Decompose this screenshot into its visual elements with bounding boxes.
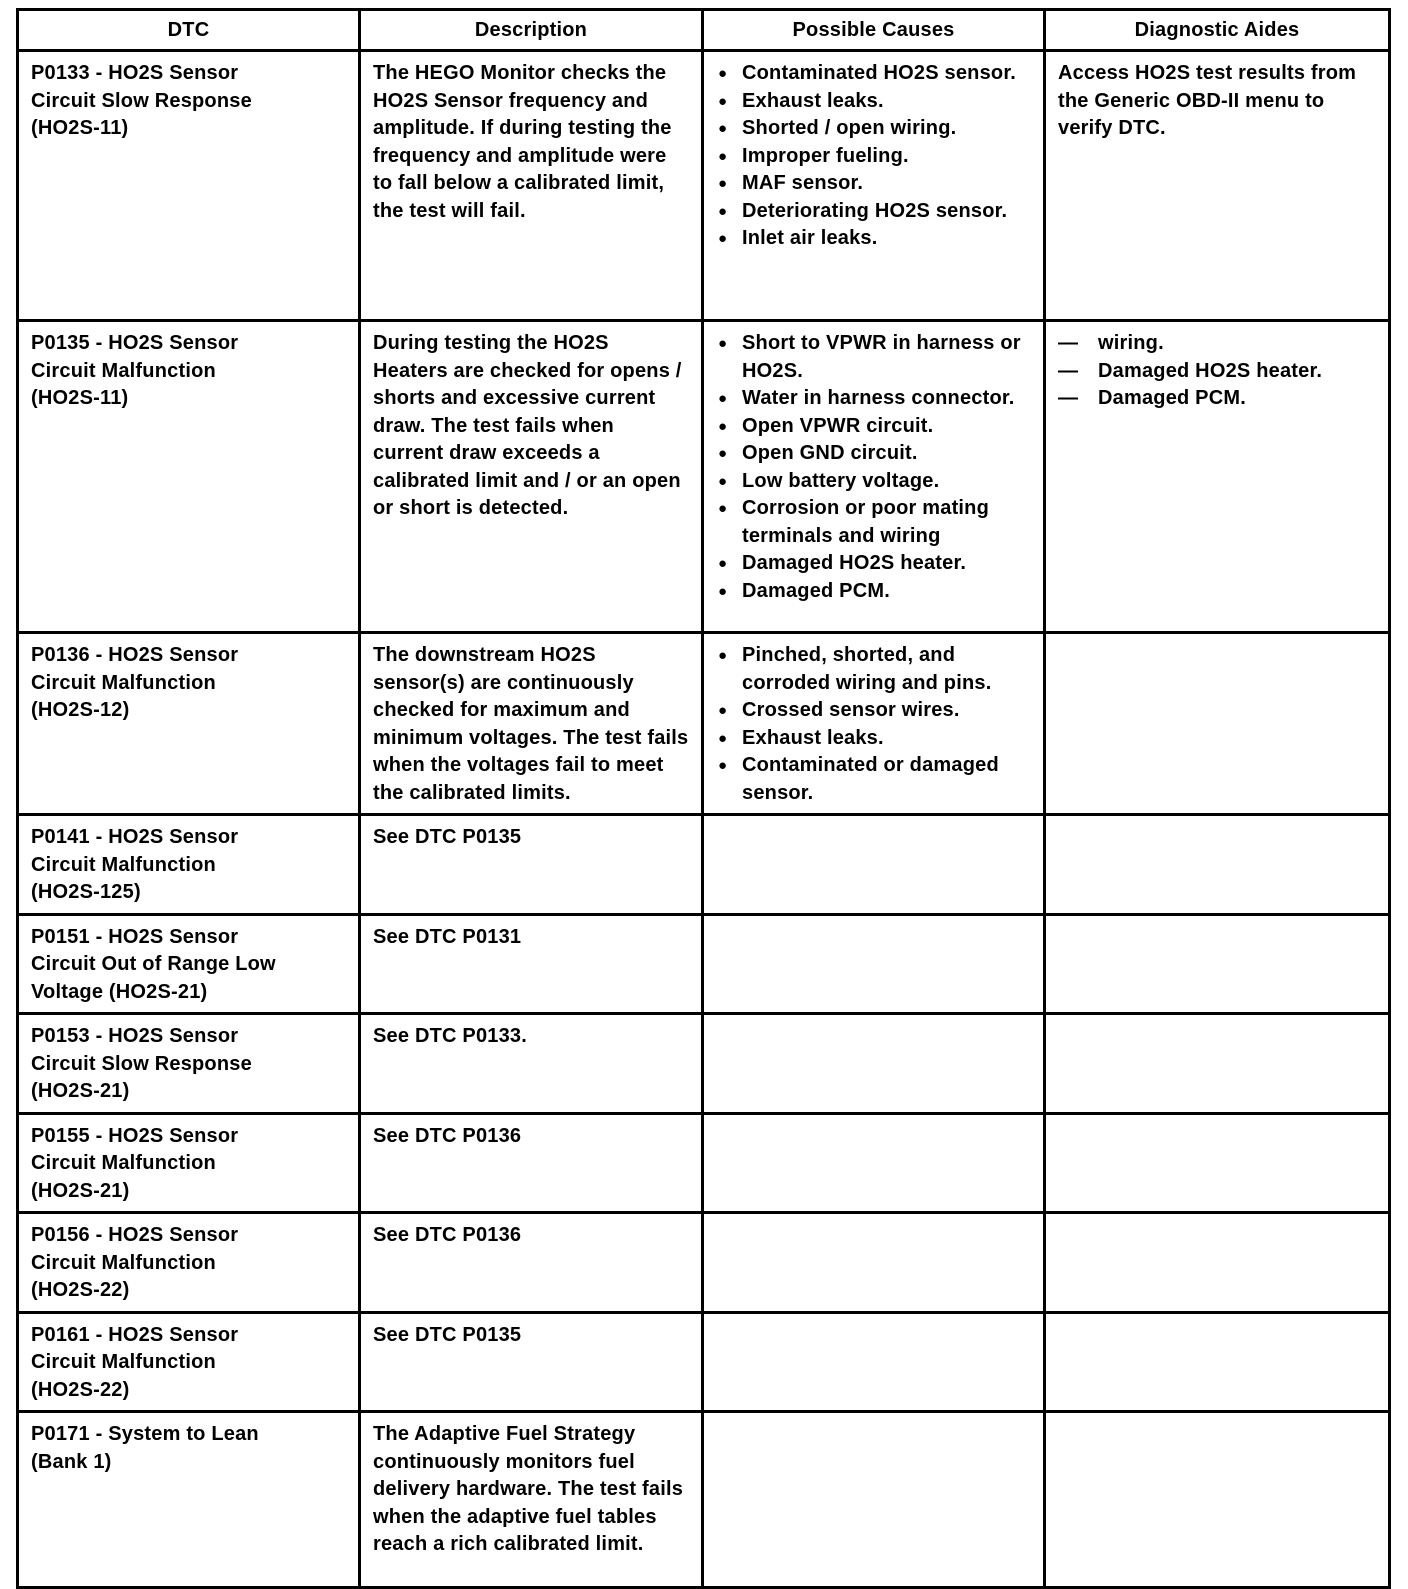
dtc-cell (18, 1412, 360, 1588)
causes-cell (703, 1412, 1045, 1588)
dtc-sensor-line: (Bank 1) (31, 1450, 112, 1473)
dtc-cell (18, 321, 360, 633)
header-description: Description (360, 10, 703, 51)
list-item: ● Exhaust leaks. (716, 88, 1031, 116)
aides-cell (1045, 1213, 1390, 1313)
dtc-sensor-line: (HO2S-12) (31, 699, 130, 721)
dtc-title-line: Circuit Malfunction (31, 359, 216, 382)
list-item: ● MAF sensor. (716, 170, 1031, 198)
description-cell: See DTC P0133. (360, 1014, 703, 1114)
description-cell: See DTC P0136 (360, 1213, 703, 1313)
dtc-code-line: P0161 - HO2S Sensor (31, 1323, 239, 1346)
dtc-cell (18, 633, 360, 815)
dtc-sensor-line: (HO2S-11) (31, 117, 129, 139)
causes-list (716, 330, 1031, 605)
table-row (18, 815, 1390, 915)
causes-cell (703, 1014, 1045, 1114)
aides-cell (1045, 1113, 1390, 1213)
table-row (18, 1412, 1390, 1588)
aides-cell (1045, 321, 1390, 633)
list-item: ● Contaminated or damaged sensor. (716, 752, 1031, 807)
list-item: ● Damaged PCM. (716, 578, 1031, 606)
list-item: ● Pinched, shorted, and corroded wiring and pins. (716, 642, 1031, 697)
aide-text: Access HO2S test results from the Generic OBD-II menu to verify DTC. (1058, 62, 1357, 139)
dtc-code-line: P0141 - HO2S Sensor (31, 826, 239, 848)
list-item: ● Corrosion or poor mating terminals and wiring (716, 495, 1031, 550)
description-cell: See DTC P0131 (360, 914, 703, 1014)
dtc-sensor-line: Voltage (HO2S-21) (31, 980, 208, 1003)
dtc-sensor-line: (HO2S-21) (31, 1080, 130, 1102)
dtc-cell (18, 914, 360, 1014)
aides-cell (1045, 633, 1390, 815)
list-item: ● Low battery voltage. (716, 468, 1031, 496)
table-row (18, 1113, 1390, 1213)
causes-cell (703, 914, 1045, 1014)
dtc-sensor-line: (HO2S-22) (31, 1378, 130, 1401)
description-cell: The downstream HO2S sensor(s) are continuously checked for maximum and minimum voltages. The test fails when the voltages fail to meet the calibrated limits. (360, 633, 703, 815)
list-item: ● Damaged HO2S heater. (716, 550, 1031, 578)
table-row (18, 914, 1390, 1014)
aides-list (1058, 330, 1376, 413)
dtc-code-line: P0155 - HO2S Sensor (31, 1124, 239, 1147)
aides-cell (1045, 51, 1390, 321)
dtc-cell (18, 51, 360, 321)
dtc-code-line: P0136 - HO2S Sensor (31, 644, 239, 666)
dtc-code-line: P0171 - System to Lean (31, 1423, 259, 1445)
dtc-code-line: P0135 - HO2S Sensor (31, 332, 239, 354)
dtc-sensor-line: (HO2S-11) (31, 387, 129, 409)
description-cell: During testing the HO2S Heaters are checked for opens / shorts and excessive current draw. The test fails when current draw exceeds a calibrated limit and / or an open or short is detected. (360, 321, 703, 633)
causes-cell (703, 633, 1045, 815)
list-item: ● Water in harness connector. (716, 385, 1031, 413)
table-row (18, 633, 1390, 815)
list-item: ● Exhaust leaks. (716, 725, 1031, 753)
table-row (18, 321, 1390, 633)
list-item: — Damaged PCM. (1058, 385, 1376, 413)
dtc-code-line: P0153 - HO2S Sensor (31, 1025, 239, 1047)
dtc-title-line: Circuit Malfunction (31, 1251, 216, 1274)
dtc-cell (18, 815, 360, 915)
list-item: — Damaged HO2S heater. (1058, 358, 1376, 386)
causes-cell (703, 815, 1045, 915)
dtc-title-line: Circuit Malfunction (31, 1152, 216, 1174)
list-item: ● Inlet air leaks. (716, 225, 1031, 253)
dtc-title-line: Circuit Malfunction (31, 1351, 216, 1373)
aides-cell (1045, 815, 1390, 915)
description-cell: The Adaptive Fuel Strategy continuously monitors fuel delivery hardware. The test fails when the adaptive fuel tables reach a rich calibrated limit. (360, 1412, 703, 1588)
dtc-title-line: Circuit Slow Response (31, 89, 252, 112)
list-item: ● Improper fueling. (716, 143, 1031, 171)
list-item: ● Crossed sensor wires. (716, 697, 1031, 725)
dtc-title-line: Circuit Slow Response (31, 1052, 252, 1075)
causes-cell (703, 1213, 1045, 1313)
aides-cell (1045, 1312, 1390, 1412)
description-cell: See DTC P0135 (360, 1312, 703, 1412)
header-possible-causes: Possible Causes (703, 10, 1045, 51)
list-item: ● Open GND circuit. (716, 440, 1031, 468)
causes-list (716, 642, 1031, 807)
dtc-code-line: P0151 - HO2S Sensor (31, 925, 239, 948)
table-row (18, 51, 1390, 321)
dtc-code-line: P0133 - HO2S Sensor (31, 62, 239, 84)
dtc-cell (18, 1014, 360, 1114)
table-row (18, 1014, 1390, 1114)
causes-cell (703, 1113, 1045, 1213)
description-cell: The HEGO Monitor checks the HO2S Sensor frequency and amplitude. If during testing the frequency and amplitude were to fall below a calibrated limit, the test will fail. (360, 51, 703, 321)
header-row (18, 10, 1390, 51)
list-item: ● Short to VPWR in harness or HO2S. (716, 330, 1031, 385)
causes-cell (703, 1312, 1045, 1412)
dtc-sensor-line: (HO2S-22) (31, 1279, 130, 1301)
causes-cell (703, 321, 1045, 633)
list-item: ● Shorted / open wiring. (716, 115, 1031, 143)
dtc-title-line: Circuit Malfunction (31, 671, 216, 694)
description-cell: See DTC P0135 (360, 815, 703, 915)
dtc-cell (18, 1113, 360, 1213)
table-row (18, 1312, 1390, 1412)
list-item: ● Deteriorating HO2S sensor. (716, 198, 1031, 226)
list-item: — wiring. (1058, 330, 1376, 358)
dtc-cell (18, 1312, 360, 1412)
causes-cell (703, 51, 1045, 321)
aides-cell (1045, 1014, 1390, 1114)
dtc-title-line: Circuit Out of Range Low (31, 953, 276, 975)
aides-cell (1045, 914, 1390, 1014)
header-dtc: DTC (18, 10, 360, 51)
list-item: ● Contaminated HO2S sensor. (716, 60, 1031, 88)
description-cell: See DTC P0136 (360, 1113, 703, 1213)
dtc-sensor-line: (HO2S-125) (31, 881, 141, 903)
list-item: ● Open VPWR circuit. (716, 413, 1031, 441)
dtc-sensor-line: (HO2S-21) (31, 1179, 130, 1202)
causes-list (716, 60, 1031, 253)
header-diagnostic-aides: Diagnostic Aides (1045, 10, 1390, 51)
aides-cell (1045, 1412, 1390, 1588)
dtc-code-line: P0156 - HO2S Sensor (31, 1224, 239, 1246)
dtc-cell (18, 1213, 360, 1313)
dtc-table (16, 8, 1391, 1589)
table-row (18, 1213, 1390, 1313)
dtc-title-line: Circuit Malfunction (31, 853, 216, 876)
